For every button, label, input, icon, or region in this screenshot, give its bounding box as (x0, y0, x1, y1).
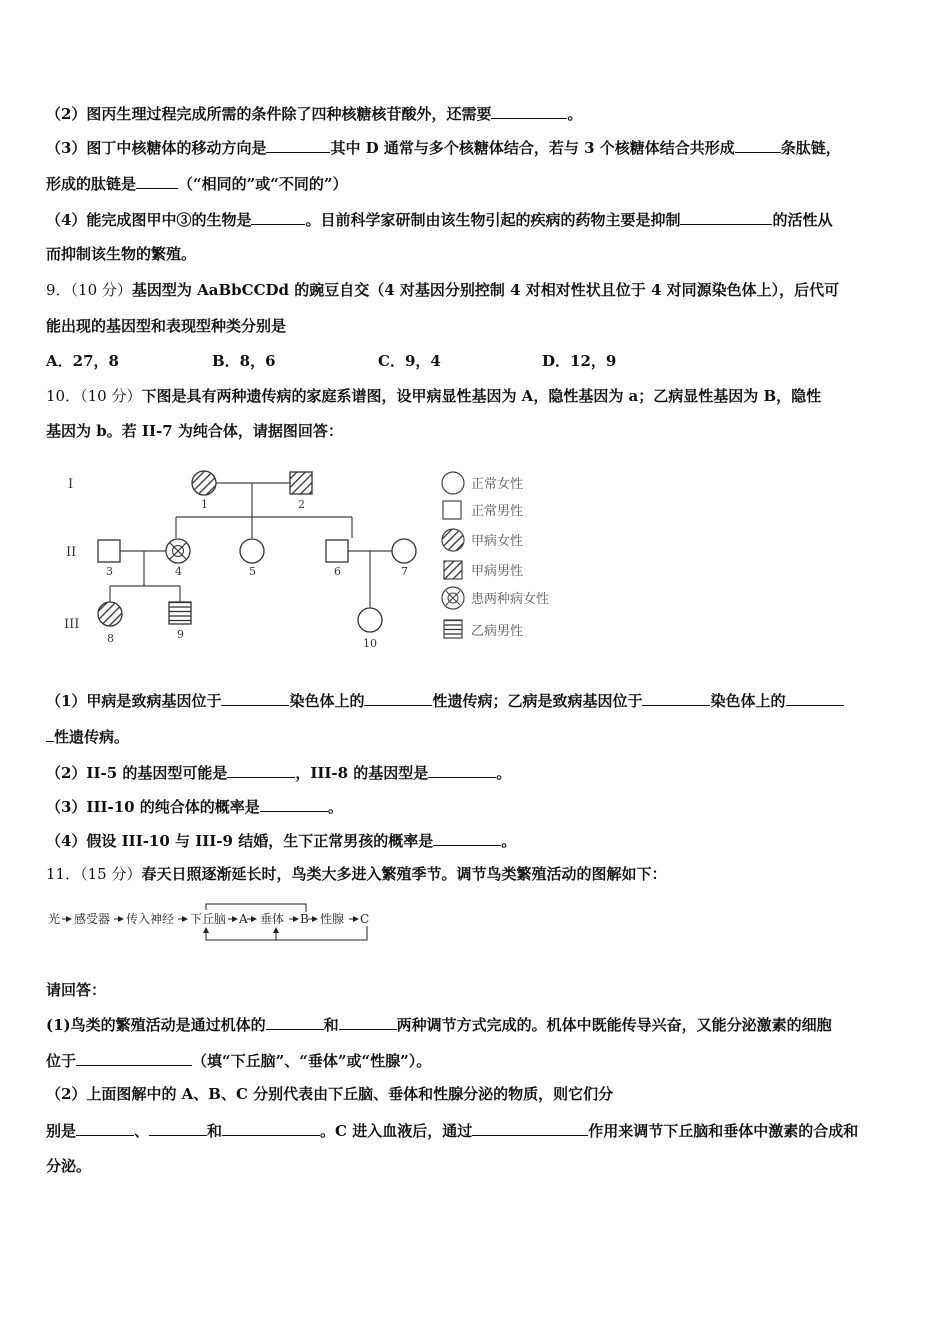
answer-blank (260, 796, 328, 812)
q11-part1-line2: 位于 （填“下丘脑”、“垂体”或“性腺”）。 (46, 1052, 432, 1070)
q11-part2-line1: （2）上面图解中的 A、B、C 分别代表由下丘脑、垂体和性腺分泌的物质，则它们分 (46, 1085, 614, 1103)
q10-part3: （3）III-10 的纯合体的概率是 。 (46, 798, 343, 816)
answer-blank (491, 103, 567, 119)
pedigree-individual-4 (166, 539, 190, 563)
pedigree-individual-1 (192, 471, 216, 495)
individual-number: 8 (107, 632, 114, 645)
q8-part3-line2: 形成的肽链是 （“相同的”或“不同的”） (46, 175, 348, 193)
legend-normal-female-symbol (442, 472, 464, 494)
individual-number: 4 (175, 565, 182, 578)
legend-normal-male: 正常男性 (471, 504, 524, 519)
pedigree-individual-8 (98, 602, 122, 626)
legend-both-diseases-female: 患两种病女性 (471, 592, 550, 607)
answer-blank (364, 690, 432, 706)
individual-number: 9 (177, 628, 184, 641)
q10-part2: （2）II-5 的基因型可能是 ，III-8 的基因型是 。 (46, 764, 512, 782)
answer-blank (46, 726, 54, 742)
answer-blank (680, 209, 772, 225)
legend-disease-a-female-symbol (442, 529, 464, 551)
individual-number: 1 (201, 498, 208, 511)
legend-disease-a-female: 甲病女性 (471, 534, 524, 549)
legend-normal-male-symbol (443, 501, 461, 519)
q11-part2-line2: 别是 、 和 。C 进入血液后，通过 作用来调节下丘脑和垂体中激素的合成和 (46, 1122, 859, 1140)
pedigree-individual-7 (392, 539, 416, 563)
flow-node-hypothalamus: 下丘脑 (190, 912, 227, 926)
pedigree-individual-6 (326, 540, 348, 562)
individual-number: 6 (334, 565, 341, 578)
legend-disease-b-male-symbol (444, 620, 462, 638)
answer-blank (76, 1120, 134, 1136)
generation-label-III: III (64, 617, 80, 632)
individual-number: 10 (363, 637, 377, 650)
legend-both-diseases-female-symbol (442, 587, 464, 609)
answer-blank (266, 1014, 324, 1030)
q9-option-c[interactable]: C．9，4 (378, 352, 441, 370)
answer-blank (339, 1014, 397, 1030)
answer-blank (642, 690, 710, 706)
answer-blank (472, 1120, 588, 1136)
flow-node-c: C (360, 912, 370, 926)
answer-blank (222, 1120, 320, 1136)
answer-blank (136, 173, 178, 189)
pedigree-individual-5 (240, 539, 264, 563)
q10-stem-line2: 基因为 b。若 II-7 为纯合体，请据图回答： (46, 422, 343, 440)
pedigree-diagram (60, 462, 580, 654)
q8-part4-line1: （4）能完成图甲中③的生物是 。目前科学家研制由该生物引起的疾病的药物主要是抑制 的活性从 (46, 211, 833, 229)
flow-node-afferent-nerve: 传入神经 (126, 912, 175, 926)
flow-node-receptor: 感受器 (74, 912, 111, 926)
flow-node-b: B (300, 912, 309, 926)
pedigree-individual-9 (169, 602, 191, 624)
answer-blank (251, 209, 305, 225)
q9-stem-line1: 9．（10 分）基因型为 AaBbCCDd 的豌豆自交（4 对基因分别控制 4 对相对性状且位于 4 对同源染色体上），后代可 (46, 281, 840, 299)
q10-stem-line1: 10．（10 分）下图是具有两种遗传病的家庭系谱图，设甲病显性基因为 A，隐性基因为 a；乙病显性基因为 B，隐性 (46, 387, 822, 405)
q10-part1-line2: 性遗传病。 (46, 726, 908, 747)
q11-stem: 11．（15 分）春天日照逐渐延长时，鸟类大多进入繁殖季节。调节鸟类繁殖活动的图解如下： (46, 865, 667, 883)
answer-blank (428, 762, 496, 778)
pedigree-individual-2 (290, 472, 312, 494)
individual-number: 2 (298, 498, 305, 511)
answer-blank (76, 1050, 192, 1066)
q11-part1-line1: (1)鸟类的繁殖活动是通过机体的 和 两种调节方式完成的。机体中既能传导兴奋，又能分泌激素的细胞 (46, 1016, 832, 1034)
q9-option-b[interactable]: B．8，6 (212, 352, 276, 370)
q8-part4-line2: 而抑制该生物的繁殖。 (46, 245, 197, 263)
pedigree-individual-3 (98, 540, 120, 562)
flow-node-gonad: 性腺 (320, 912, 345, 926)
flow-node-a: A (239, 912, 248, 926)
legend-disease-a-male-symbol (444, 561, 462, 579)
flow-node-pituitary: 垂体 (260, 912, 285, 926)
generation-label-II: II (66, 545, 77, 560)
legend-disease-b-male: 乙病男性 (471, 624, 524, 639)
answer-blank (735, 137, 781, 153)
answer-blank (227, 762, 295, 778)
q8-part2: （2）图丙生理过程完成所需的条件除了四种核糖核苷酸外，还需要 。 (46, 105, 583, 123)
legend-disease-a-male: 甲病男性 (471, 564, 524, 579)
legend-normal-female: 正常女性 (471, 477, 524, 492)
q10-part1-line1: （1）甲病是致病基因位于 染色体上的 性遗传病；乙病是致病基因位于 染色体上的 (46, 690, 908, 711)
generation-label-I: I (68, 477, 74, 492)
regulation-flow-diagram (46, 900, 386, 946)
answer-blank (266, 137, 330, 153)
individual-number: 3 (106, 565, 113, 578)
q9-option-a[interactable]: A．27，8 (46, 352, 119, 370)
q8-part3-line1: （3）图丁中核糖体的移动方向是 其中 D 通常与多个核糖体结合，若与 3 个核糖体结合共形成 条肽链， (46, 139, 841, 157)
q10-part4: （4）假设 III-10 与 III-9 结婚，生下正常男孩的概率是 。 (46, 832, 517, 850)
individual-number: 5 (249, 565, 256, 578)
answer-blank (221, 690, 289, 706)
flow-node-light: 光 (48, 912, 61, 926)
q9-stem-line2: 能出现的基因型和表现型种类分别是 (46, 317, 287, 335)
answer-blank (149, 1120, 207, 1136)
q9-option-d[interactable]: D．12，9 (542, 352, 617, 370)
individual-number: 7 (401, 565, 408, 578)
answer-blank (433, 830, 501, 846)
pedigree-individual-10 (358, 608, 382, 632)
q11-part2-line3: 分泌。 (46, 1157, 92, 1175)
answer-blank (786, 690, 844, 706)
q11-prompt: 请回答： (46, 981, 107, 999)
